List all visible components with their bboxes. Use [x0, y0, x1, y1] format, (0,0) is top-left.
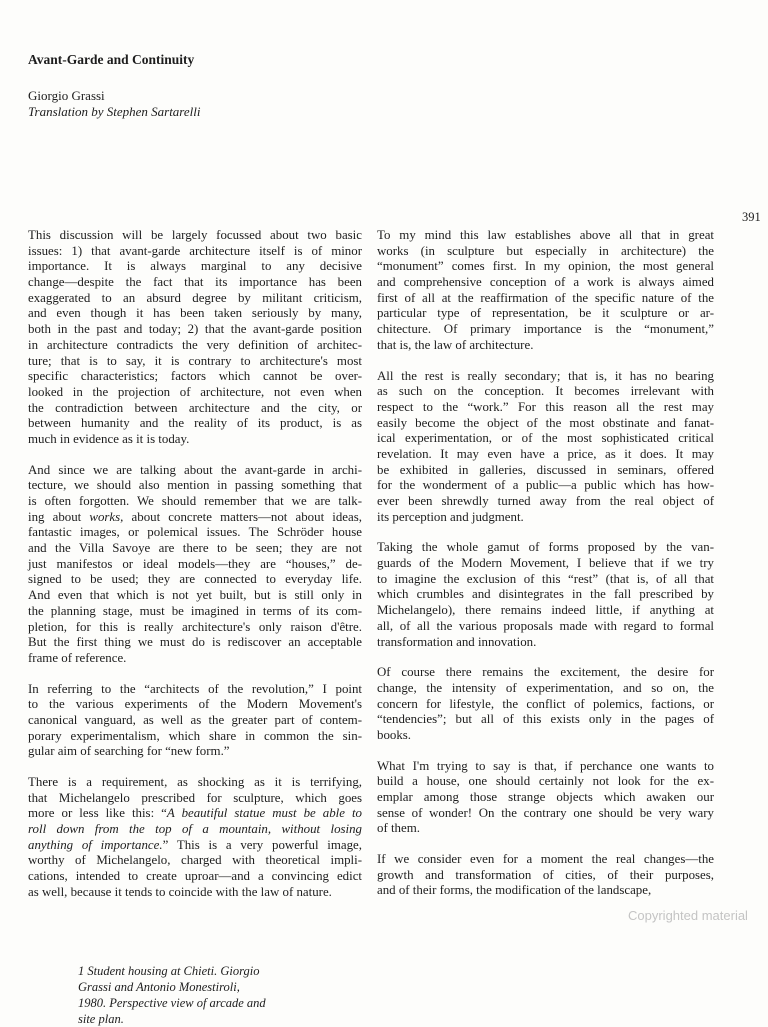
text-line: pletion, for this is really architecture's only raison d'être.: [28, 619, 362, 634]
paragraph: [377, 665, 714, 743]
text-segment: more or less like this: “: [28, 806, 167, 821]
italic-text: roll down from the top of a mountain, without losing: [28, 822, 362, 837]
text-line: This discussion will be largely focussed about two basic: [28, 228, 362, 242]
text-line: change—despite the fact that its importance has been: [28, 275, 362, 290]
text-line: importance. It is always marginal to any decisive: [28, 259, 362, 274]
text-line: and even though it has been taken seriously by many,: [28, 306, 362, 321]
paragraph: [28, 775, 362, 901]
text-line: frame of reference.: [28, 650, 127, 665]
text-line: to the various experiments of the Modern Movement's: [28, 697, 362, 712]
author-name: Giorgio Grassi: [28, 88, 105, 103]
text-line: sense of wonder! On the contrary one should be very wary: [377, 805, 714, 820]
paragraph: [28, 463, 362, 667]
text-line: And even that which is not yet built, but is still only in: [28, 588, 362, 603]
text-line: All the rest is really secondary; that is, it has no bearing: [377, 368, 714, 383]
text-line: specific characteristics; factors which cannot be over-: [28, 369, 362, 384]
paragraph: [377, 369, 714, 526]
caption-line: Grassi and Antonio Monestiroli,: [78, 980, 240, 994]
text-line: the planning stage, must be imagined in terms of its com-: [28, 603, 362, 618]
text-line: canonical vanguard, as well as the greater part of contem-: [28, 712, 362, 727]
text-line: “tendencies”; but all of this exists only in the pages of: [377, 712, 714, 727]
text-line: build a house, one should certainly not look for the ex-: [377, 774, 714, 789]
text-column-left: [28, 228, 362, 916]
text-segment: ” This is a very powerful image,: [162, 837, 362, 852]
text-line: emplar among those strange objects which awaken our: [377, 790, 714, 804]
paragraph: [28, 228, 362, 448]
text-line: ical experimentation, or of the most sophisticated critical: [377, 431, 714, 446]
text-line: works (in sculpture but especially in architecture) the: [377, 243, 714, 258]
text-line: to imagine the exclusion of this “rest” (that is, of all that: [377, 571, 714, 586]
text-line: ture; that is to say, it is contrary to architecture's most: [28, 353, 362, 368]
text-line: growth and transformation of cities, of their purposes,: [377, 867, 714, 882]
text-line: between humanity and the reality of its product, is as: [28, 416, 362, 431]
text-line: revelation. It may even have a price, as it does. It may: [377, 446, 714, 461]
text-line: as well, because it tends to coincide with the law of nature.: [28, 884, 332, 899]
text-line: In referring to the “architects of the revolution,” I point: [28, 681, 362, 696]
text-line: [28, 806, 362, 822]
text-column-right: [377, 228, 714, 914]
text-line: tecture, we should also mention in passing something that: [28, 478, 362, 493]
text-line: particular type of representation, be it sculpture or ar-: [377, 306, 714, 321]
text-line: of them.: [377, 821, 420, 836]
text-line: To my mind this law establishes above all that in great: [377, 228, 714, 242]
italic-text: anything of importance.: [28, 837, 163, 852]
italic-text: A beautiful statue must be able to: [166, 806, 362, 821]
text-line: that is, the law of architecture.: [377, 337, 534, 352]
text-line: is often forgotten. We should remember that we are talk-: [28, 494, 362, 508]
text-line: cations, intended to create uproar—and a convincing edict: [28, 869, 362, 884]
text-line: guards of the Modern Movement, I believe that if we try: [377, 556, 714, 571]
paragraph: [377, 852, 714, 899]
paragraph: [28, 682, 362, 760]
text-line: gular aim of searching for “new form.”: [28, 744, 230, 759]
text-line: in architecture contradicts the very definition of architec-: [28, 337, 362, 352]
text-line: books.: [377, 727, 412, 742]
text-line: transformation and innovation.: [377, 634, 537, 649]
text-line: change, the intensity of experimentation, and so on, the: [377, 680, 714, 695]
text-line: [28, 822, 362, 838]
text-line: its perception and judgment.: [377, 509, 524, 524]
paragraph: [377, 759, 714, 837]
caption-line: site plan.: [78, 1012, 124, 1026]
text-line: What I'm trying to say is that, if perchance one wants to: [377, 758, 714, 773]
text-line: Of course there remains the excitement, the desire for: [377, 665, 714, 680]
text-line: There is a requirement, as shocking as it is terrifying,: [28, 775, 362, 789]
text-line: porary experimentalism, which share in common the sin-: [28, 728, 362, 743]
text-line: first of all at the reaffirmation of the specific nature of the: [377, 290, 714, 305]
text-line: [28, 510, 362, 526]
copyright-watermark: Copyrighted material: [628, 908, 748, 923]
text-line: Michelangelo), there remains indeed little, if anything at: [377, 603, 714, 618]
text-segment: about concrete matters—not about ideas,: [123, 509, 362, 524]
text-line: ever been shrewdly turned away from the real object of: [377, 494, 714, 508]
text-line: both in the past and today; 2) that the avant-garde position: [28, 322, 362, 337]
text-line: exaggerated to an absurd degree by militant criticism,: [28, 290, 362, 305]
caption-line: 1980. Perspective view of arcade and: [78, 996, 266, 1010]
text-line: chitecture. Of primary importance is the “monument,”: [377, 322, 714, 337]
text-line: and of their forms, the modification of the landscape,: [377, 883, 652, 898]
text-line: worthy of Michelangelo, charged with theoretical impli-: [28, 853, 362, 868]
text-segment: ing about: [28, 509, 90, 524]
text-line: for the wonderment of a public—a public which has how-: [377, 478, 714, 493]
text-line: Taking the whole gamut of forms proposed by the van-: [377, 540, 714, 555]
text-line: easily become the object of the most obstinate and fanat-: [377, 415, 714, 430]
text-line: that Michelangelo prescribed for sculpture, which goes: [28, 790, 362, 805]
text-line: If we consider even for a moment the real changes—the: [377, 852, 714, 867]
text-line: signed to be used; they are connected to everyday life.: [28, 572, 362, 587]
page-number: 391: [742, 210, 761, 224]
text-line: fantastic images, or polemical issues. The Schröder house: [28, 525, 362, 540]
text-line: looked in the projection of architecture, not even when: [28, 384, 362, 399]
text-line: respect to the “work.” For this reason all the rest may: [377, 399, 714, 414]
text-line: concern for lifestyle, the conflict of polemics, factions, or: [377, 696, 714, 711]
caption-line: 1 Student housing at Chieti. Giorgio: [78, 964, 260, 978]
text-line: just manifestos or ideal models—they are “houses,” de-: [28, 556, 362, 571]
text-line: and comprehensive conception of a work is always aimed: [377, 275, 714, 290]
text-line: issues: 1) that avant-garde architecture itself is of minor: [28, 243, 362, 258]
text-line: And since we are talking about the avant-garde in archi-: [28, 462, 362, 477]
text-line: [28, 838, 362, 854]
text-line: all, of all the various proposals made with regard to formal: [377, 618, 714, 633]
article-title: Avant-Garde and Continuity: [28, 52, 195, 67]
text-line: much in evidence as it is today.: [28, 431, 190, 446]
text-line: which crumbles and disintegrates in the fall prescribed by: [377, 587, 714, 602]
italic-text: works,: [89, 509, 124, 524]
paragraph: [377, 540, 714, 650]
translator-credit: Translation by Stephen Sartarelli: [28, 104, 201, 119]
text-line: as such on the conception. It becomes irrelevant with: [377, 384, 714, 399]
text-line: the contradiction between architecture and the city, or: [28, 400, 362, 415]
paragraph: [377, 228, 714, 354]
text-line: and the Villa Savoye are there to be seen; they are not: [28, 541, 362, 556]
figure-caption: [78, 963, 266, 1027]
text-line: “monument” comes first. In my opinion, the most general: [377, 259, 714, 274]
text-line: But the first thing we must do is rediscover an acceptable: [28, 635, 362, 650]
text-line: be exhibited in galleries, discussed in seminars, offered: [377, 462, 714, 477]
